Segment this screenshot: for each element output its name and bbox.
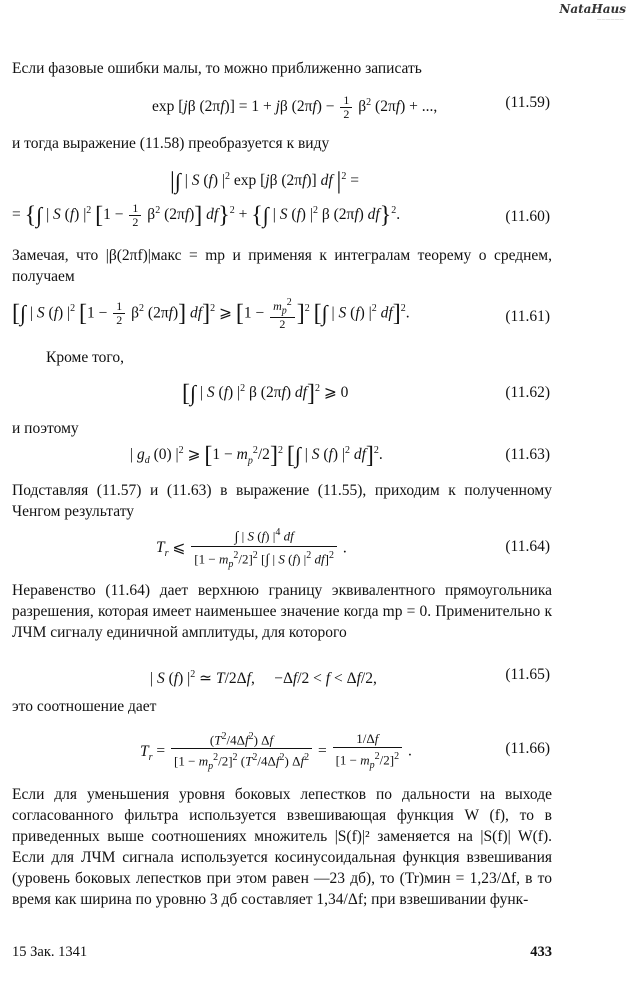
equation-number: (11.62)	[505, 384, 550, 401]
equation-number: (11.63)	[505, 446, 550, 463]
equation-number: (11.64)	[505, 538, 550, 555]
equation-number: (11.66)	[505, 740, 550, 757]
logo-underline: ——————	[597, 16, 624, 21]
publisher-logo	[554, 2, 626, 22]
equation-11-64: $T_r$ ⩽ $\frac{\int | S (f) |^4 df}{[1 - m_p^2/2]^2 [\int | S (f) |^2 df]^2}$ .	[156, 524, 347, 574]
paragraph-9: Если для уменьшения уровня боковых лепестков по дальности на выходе согласованного фильтра используется взвешивающая функция W (f), то в приведенных выше соотношениях множитель |S(f)|² заменяется на |S(f)| W(f). Если для ЛЧМ сигнала используется косинусоидальная функция взвешивания (уровень боковых лепестков при этом равен —23 дб), то (Tr)мин = 1,23/Δf, в то время как ширина по уровню 3 дб составляет 1,34/Δf; при взвешивании функ-	[12, 786, 552, 908]
paragraph-3: Замечая, что |β(2πf)|макс = mp и применяя к интегралам теорему о среднем, получаем	[12, 247, 552, 285]
equation-11-62: [∫ | S (f) $|^2$ β (2πf) df]$^2$ ⩾ 0	[182, 380, 349, 407]
equation-11-61: [∫ | S (f) $|^2$ [1 − $\frac{1}{2}$ $\beta^2$ (2πf)] df]$^2$ ⩾ [1 − $\frac{m_p^2}{2}$ ]$^2$ [∫ | S (f) $|^2$ df]$^2$.	[12, 297, 410, 332]
logo-text: NataHaus	[559, 2, 626, 16]
equation-11-59: exp [jβ (2πf)] = 1 + jβ (2πf) − $\frac{1}{2}$ $\beta^2$ (2πf) + ...,	[152, 93, 438, 122]
paragraph-5: и поэтому	[12, 420, 79, 437]
paragraph-8: это соотношение дает	[12, 698, 157, 715]
page-number: 433	[530, 944, 552, 960]
equation-11-65: | S (f) $|^2$ ≃ T/2Δf, −Δf/2 < f < Δf/2,	[150, 669, 377, 688]
paragraph-2: и тогда выражение (11.58) преобразуется к виду	[12, 135, 330, 152]
paragraph-1: Если фазовые ошибки малы, то можно приближенно записать	[12, 60, 422, 77]
equation-11-63: | $g_d$ (0) $|^2$ ⩾ $[1 - m_p^2/2]^2$ [∫ | S (f) $|^2$ df]$^2$.	[130, 442, 383, 469]
paragraph-4: Кроме того,	[46, 349, 125, 366]
equation-number: (11.61)	[505, 308, 550, 325]
equation-11-66: $T_r$ = $\frac{(T^2/4\Delta f^2) \Delta f}{[1 - m_p^2/2]^2 (T^2/4\Delta f^2) \Delta f^2}$ = $\frac{1/\Delta f}{[1 - m_p^2/2]^2}$ .	[140, 728, 412, 776]
equation-number: (11.59)	[505, 94, 550, 111]
equation-number: (11.60)	[505, 208, 550, 225]
paragraph-7: Неравенство (11.64) дает верхнюю границу эквивалентного прямоугольника разрешения, которая имеет наименьшее значение когда mp = 0. Применительно к ЛЧМ сигналу единичной амплитуды, для которого	[12, 582, 552, 641]
equation-11-60-line-2: = {∫ | S (f) $|^2$ [1 − $\frac{1}{2}$ $\beta^2$ (2πf)] df}$^2$ + {∫ | S (f) $|^2$ β (2πf) df}$^2$.	[12, 201, 401, 230]
paragraph-6: Подставляя (11.57) и (11.63) в выражение (11.55), приходим к полученному Ченгом результату	[12, 482, 552, 520]
equation-11-60-line-1: |∫ | S (f) $|^2$ exp [jβ (2πf)] df $|^2$ =	[170, 168, 359, 195]
printer-signature: 15 Зак. 1341	[12, 944, 88, 960]
equation-number: (11.65)	[505, 666, 550, 683]
